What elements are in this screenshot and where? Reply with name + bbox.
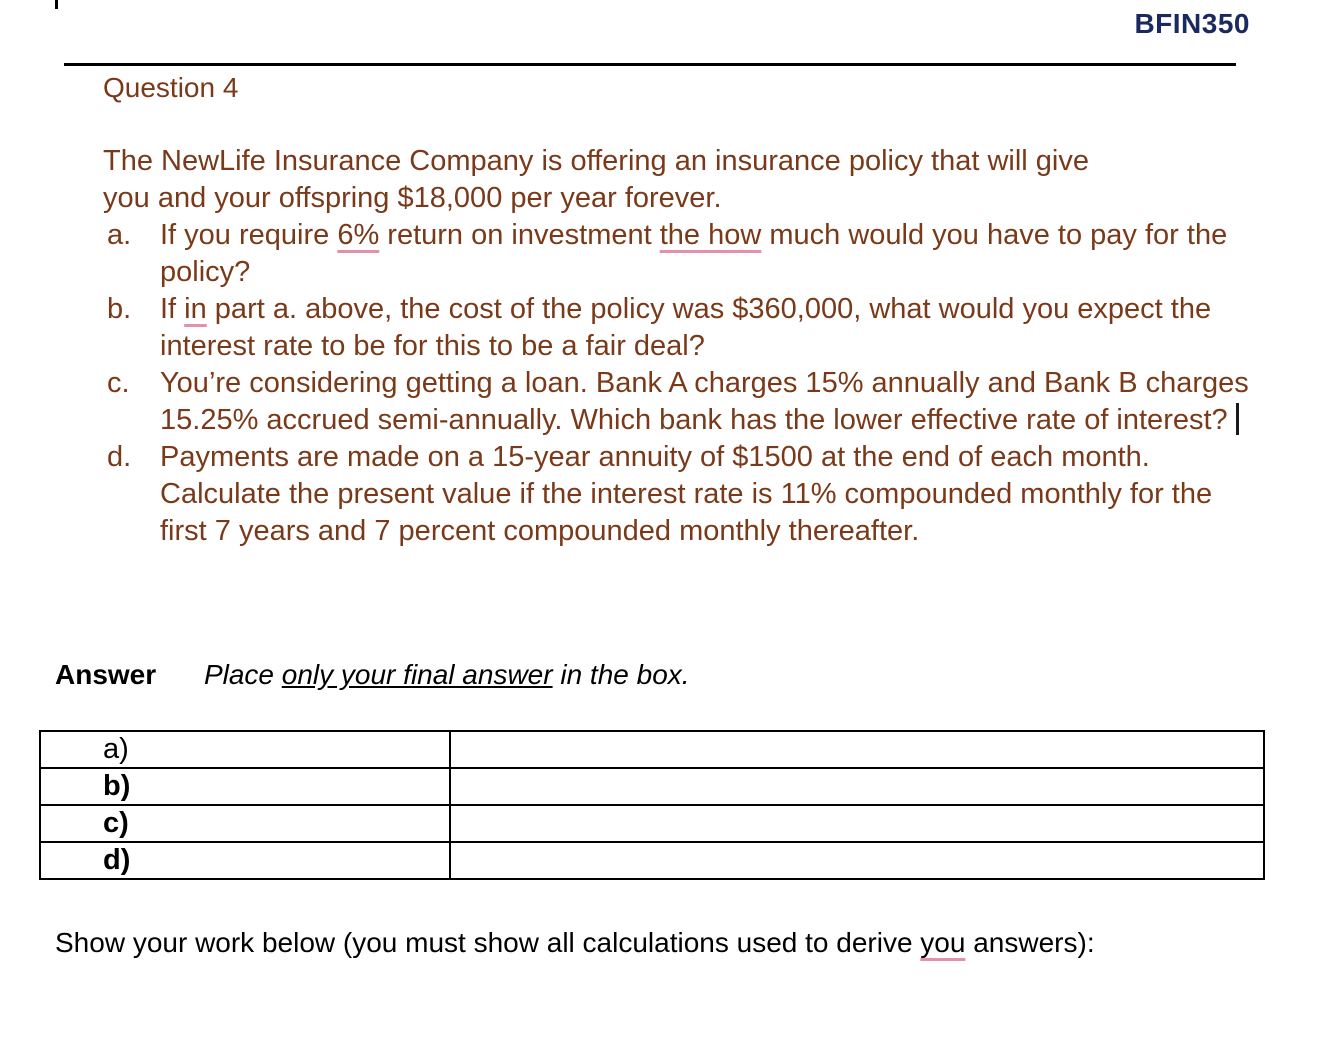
answer-box-d[interactable] [450, 842, 1264, 879]
spelling-underline: you [920, 927, 966, 958]
show-work-segment: answers): [965, 927, 1095, 958]
spelling-underline: in [184, 293, 207, 325]
corner-mark [55, 0, 58, 9]
answer-table [39, 730, 1265, 880]
header-rule [64, 63, 1236, 66]
part-text [160, 365, 1263, 439]
answer-instruction [204, 659, 690, 690]
part-c [103, 365, 1263, 439]
spelling-underline: the how [659, 219, 762, 251]
intro-line-2: you and your offspring $18,000 per year forever. [103, 182, 722, 214]
instruction-segment: Place [203, 659, 282, 690]
answer-row-label [40, 731, 450, 768]
answer-row-d [40, 842, 1264, 879]
part-text-segment: You’re considering getting a loan. Bank A charges 15% annually and Bank B charges 15.25% accrued semi-annually. Which bank has the lower effective rate of interest? [160, 367, 1249, 436]
part-text-segment: return on investment [379, 219, 660, 251]
part-marker: a. [107, 219, 132, 251]
answer-box-b[interactable] [450, 768, 1264, 805]
answer-label: Answer [55, 659, 157, 690]
intro-line-1: The NewLife Insurance Company is offering an insurance policy that will give [103, 145, 1089, 177]
answer-box-a[interactable] [450, 731, 1264, 768]
part-text [160, 217, 1263, 291]
part-marker: c. [107, 367, 130, 399]
part-text [160, 291, 1263, 365]
answer-box-c[interactable] [450, 805, 1264, 842]
show-work-segment: Show your work below (you must show all calculations used to derive [55, 927, 921, 958]
answer-row-label-text: b) [103, 770, 131, 802]
answer-row-b [40, 768, 1264, 805]
answer-row-label [40, 842, 450, 879]
answer-row-label-text: d) [103, 844, 131, 876]
part-b [103, 291, 1263, 365]
part-text-segment: If [160, 293, 185, 325]
instruction-segment: in the box. [552, 659, 690, 690]
part-marker: d. [107, 441, 132, 473]
text-cursor [1236, 403, 1239, 435]
answer-row-label-text: c) [103, 807, 129, 839]
instruction-emphasis: only your final answer [281, 659, 553, 690]
part-a [103, 217, 1263, 291]
question-intro [103, 143, 1243, 217]
answer-row-a [40, 731, 1264, 768]
answer-row-label [40, 805, 450, 842]
question-title: Question 4 [103, 72, 239, 103]
part-text-segment: If you require [160, 219, 338, 251]
part-marker: b. [107, 293, 132, 325]
show-work-instruction [55, 927, 1095, 959]
part-text: Payments are made on a 15-year annuity of $1500 at the end of each month. Calculate the present value if the interest rate is 11% compounded monthly for the first 7 years and 7 percent compounded monthly thereafter. [160, 441, 1213, 547]
answer-row-c [40, 805, 1264, 842]
question-parts [103, 217, 1263, 550]
course-code: BFIN350 [1134, 8, 1250, 39]
part-d [103, 439, 1263, 550]
part-text-segment: part a. above, the cost of the policy was $360,000, what would you expect the interest rate to be for this to be a fair deal? [160, 293, 1212, 362]
answer-header [55, 659, 690, 691]
spelling-underline: 6% [337, 219, 380, 251]
answer-row-label [40, 768, 450, 805]
answer-row-label-text: a) [103, 733, 129, 765]
part-text-segment: much would you have to pay for the policy? [160, 219, 1228, 288]
